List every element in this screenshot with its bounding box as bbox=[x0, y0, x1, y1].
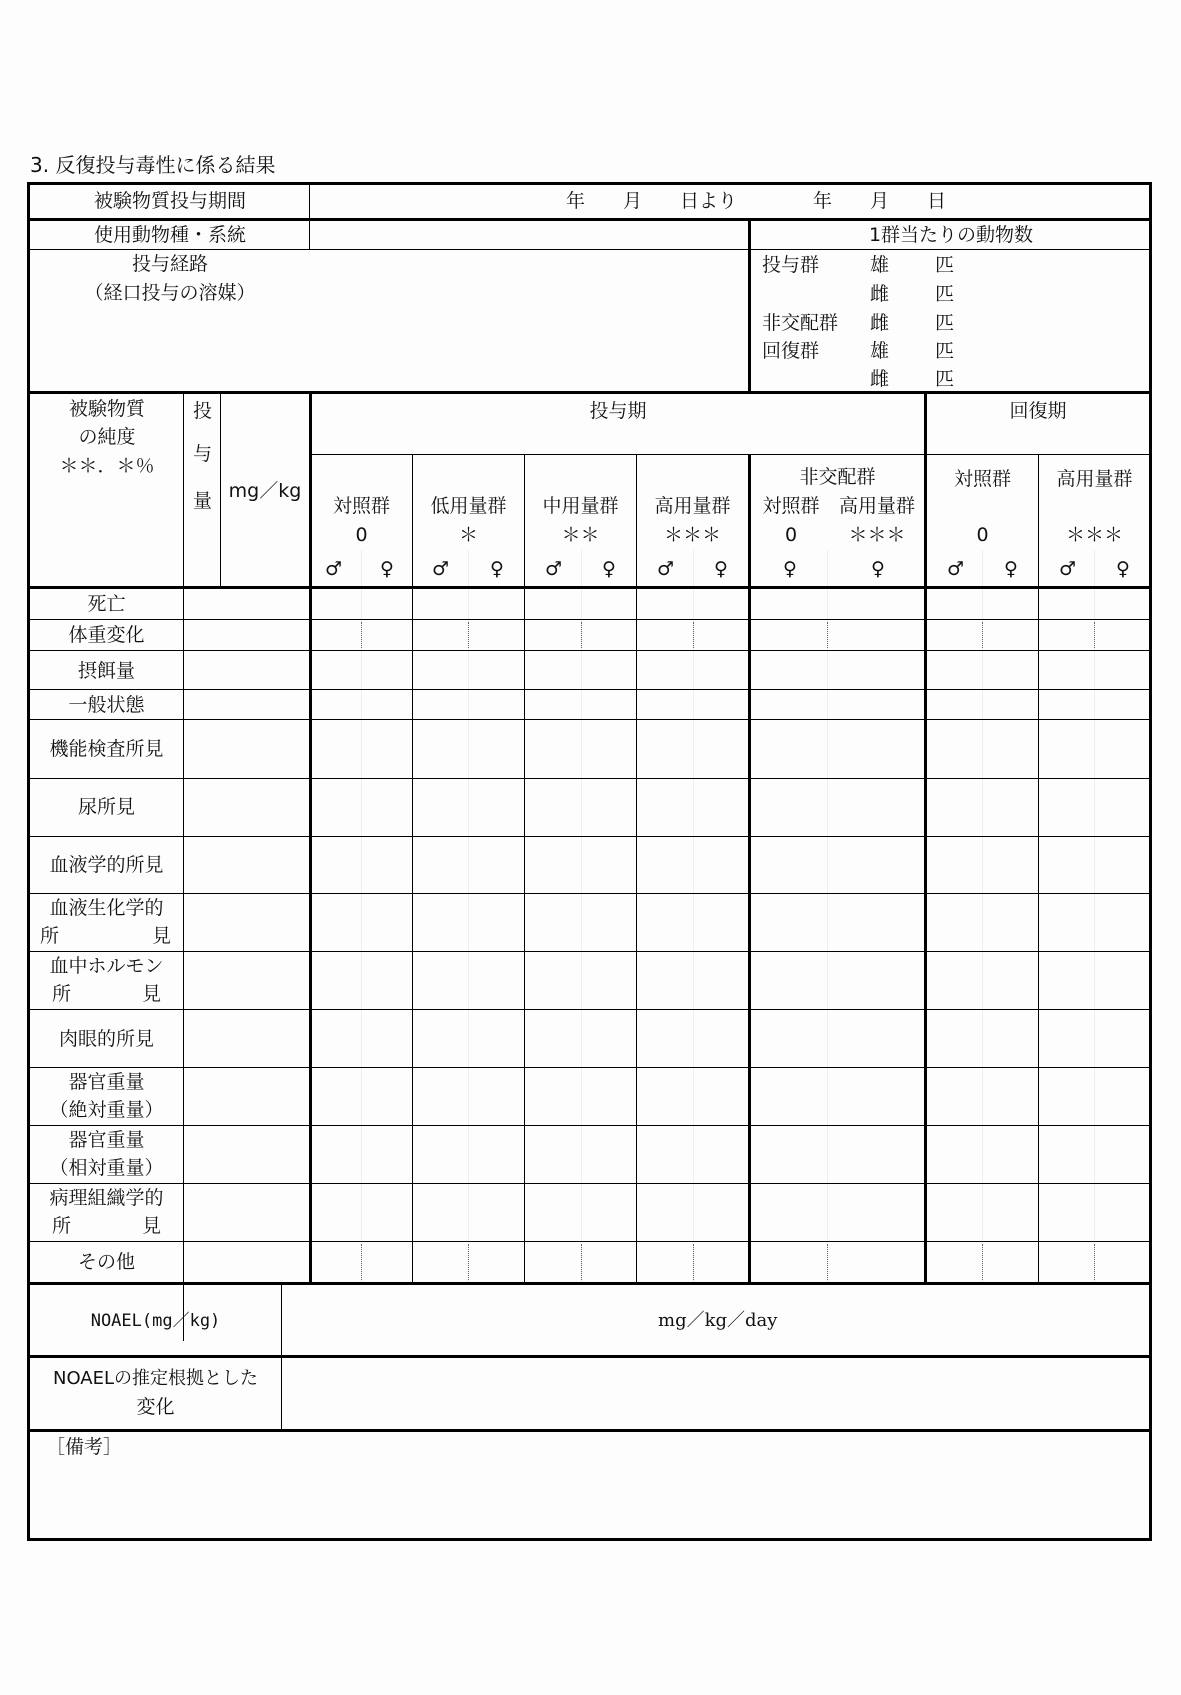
row-label-histopath: 病理組織学的 bbox=[49, 1187, 164, 1209]
divider bbox=[1094, 622, 1095, 648]
male-icon: ♂ bbox=[325, 558, 343, 580]
divider bbox=[524, 455, 525, 1284]
row-label-biochem: 血液生化学的 bbox=[49, 897, 164, 919]
divider bbox=[1038, 455, 1039, 1284]
table-border-top bbox=[27, 182, 1152, 185]
group-dose: 0 bbox=[976, 524, 989, 546]
noael-value[interactable]: mg／kg／day bbox=[658, 1310, 778, 1331]
divider bbox=[361, 550, 362, 1284]
page-title: 3. 反復投与毒性に係る結果 bbox=[30, 153, 276, 177]
table-border-right bbox=[1149, 182, 1152, 1541]
purity-label-line2: の純度 bbox=[78, 426, 136, 448]
noael-basis-label-line1: NOAELの推定根拠とした bbox=[52, 1368, 259, 1389]
recovery-period-label: 回復期 bbox=[1009, 400, 1067, 422]
divider bbox=[581, 622, 582, 648]
group-name: 対照群 bbox=[332, 495, 390, 517]
group-name: 高用量群 bbox=[654, 495, 731, 517]
period-label: 被験物質投与期間 bbox=[93, 190, 246, 212]
row-label-hematology: 血液学的所見 bbox=[49, 854, 164, 876]
divider bbox=[827, 622, 828, 648]
remarks-label: ［備考］ bbox=[46, 1436, 123, 1458]
divider bbox=[220, 393, 221, 588]
divider bbox=[311, 454, 1150, 455]
row-label-histopath-2b: 見 bbox=[142, 1215, 162, 1237]
group-name: 高用量群 bbox=[1056, 468, 1133, 490]
divider bbox=[982, 622, 983, 648]
female-icon: ♀ bbox=[871, 558, 885, 580]
male-icon: ♂ bbox=[947, 558, 965, 580]
group-name: 中用量群 bbox=[542, 495, 619, 517]
divider bbox=[27, 1429, 1152, 1432]
unit-label: mg／kg bbox=[228, 480, 302, 502]
row-label-biochem-2b: 見 bbox=[152, 925, 172, 947]
animals-unit: 匹 bbox=[935, 312, 955, 334]
group-dose: 0 bbox=[784, 524, 798, 546]
group-name: 低用量群 bbox=[430, 495, 507, 517]
row-label-hormone-2a: 所 bbox=[52, 983, 72, 1005]
row-label-body-weight: 体重変化 bbox=[68, 624, 145, 646]
divider bbox=[982, 1244, 983, 1280]
animals-group: 回復群 bbox=[762, 340, 820, 362]
row-label-biochem-2a: 所 bbox=[40, 925, 60, 947]
animals-sex: 雌 bbox=[870, 368, 890, 390]
dose-label-1: 投 bbox=[192, 400, 212, 422]
row-label-other: その他 bbox=[77, 1251, 135, 1273]
divider bbox=[748, 455, 751, 1284]
female-icon: ♀ bbox=[602, 558, 616, 580]
male-icon: ♂ bbox=[545, 558, 563, 580]
divider bbox=[468, 550, 469, 1284]
noael-basis-label-line2: 変化 bbox=[136, 1396, 175, 1418]
divider bbox=[27, 1009, 1152, 1010]
row-label-organ-rel: 器官重量 bbox=[68, 1129, 145, 1151]
row-label-gross: 肉眼的所見 bbox=[58, 1028, 154, 1050]
female-icon: ♀ bbox=[783, 558, 797, 580]
animals-unit: 匹 bbox=[935, 340, 955, 362]
divider bbox=[693, 622, 694, 648]
female-icon: ♀ bbox=[1004, 558, 1018, 580]
period-value[interactable]: 年 月 日より 年 月 日 bbox=[566, 190, 947, 212]
group-dose: ＊＊＊ bbox=[663, 524, 721, 546]
divider bbox=[27, 893, 1152, 894]
divider bbox=[468, 622, 469, 648]
divider bbox=[27, 650, 1152, 651]
animals-sex: 雌 bbox=[870, 283, 890, 305]
divider bbox=[183, 393, 184, 1341]
table-border-bottom bbox=[27, 1538, 1152, 1541]
species-label: 使用動物種・系統 bbox=[93, 224, 246, 246]
remarks-input[interactable] bbox=[30, 1462, 1149, 1537]
group-dose: 0 bbox=[355, 524, 368, 546]
row-label-food: 摂餌量 bbox=[77, 660, 135, 682]
row-label-histopath-2a: 所 bbox=[52, 1215, 72, 1237]
animals-unit: 匹 bbox=[935, 254, 955, 276]
divider bbox=[581, 550, 582, 1284]
divider bbox=[27, 778, 1152, 779]
divider bbox=[27, 619, 1152, 620]
animals-unit: 匹 bbox=[935, 368, 955, 390]
row-label-organ-abs-2: （絶対重量） bbox=[49, 1099, 164, 1121]
divider bbox=[27, 689, 1152, 690]
divider bbox=[27, 1241, 1152, 1242]
noael-basis-input[interactable] bbox=[283, 1358, 1149, 1428]
divider bbox=[361, 1244, 362, 1280]
divider bbox=[27, 586, 1152, 589]
dose-label-2: 与 bbox=[192, 443, 212, 465]
male-icon: ♂ bbox=[657, 558, 675, 580]
divider bbox=[982, 550, 983, 1284]
divider bbox=[827, 550, 828, 1284]
animals-unit: 匹 bbox=[935, 283, 955, 305]
animals-group: 非交配群 bbox=[762, 312, 839, 334]
divider bbox=[27, 1183, 1152, 1184]
divider bbox=[27, 951, 1152, 952]
divider bbox=[27, 1125, 1152, 1126]
female-icon: ♀ bbox=[714, 558, 728, 580]
dosing-period-label: 投与期 bbox=[589, 400, 647, 422]
row-label-urine: 尿所見 bbox=[77, 796, 135, 818]
non-mating-label: 非交配群 bbox=[799, 466, 876, 488]
male-icon: ♂ bbox=[1059, 558, 1077, 580]
dose-label-3: 量 bbox=[192, 490, 212, 512]
row-label-hormone: 血中ホルモン bbox=[49, 955, 164, 977]
animals-sex: 雄 bbox=[870, 340, 890, 362]
animals-group: 投与群 bbox=[762, 254, 820, 276]
group-dose: ＊＊ bbox=[561, 524, 600, 546]
divider bbox=[27, 391, 1152, 394]
divider bbox=[27, 719, 1152, 720]
row-label-death: 死亡 bbox=[87, 593, 126, 615]
row-label-organ-abs: 器官重量 bbox=[68, 1071, 145, 1093]
group-dose: ＊ bbox=[458, 524, 478, 546]
female-icon: ♀ bbox=[380, 558, 394, 580]
purity-value: ＊＊．＊％ bbox=[59, 455, 155, 477]
female-icon: ♀ bbox=[1116, 558, 1130, 580]
divider bbox=[636, 455, 637, 1284]
divider bbox=[1094, 1244, 1095, 1280]
animals-sex: 雄 bbox=[870, 254, 890, 276]
divider bbox=[827, 1244, 828, 1280]
noael-label: NOAEL(mg／kg) bbox=[90, 1311, 221, 1331]
divider bbox=[27, 836, 1152, 837]
divider bbox=[27, 249, 1152, 250]
row-label-hormone-2b: 見 bbox=[142, 983, 162, 1005]
group-dose: ＊＊＊ bbox=[848, 524, 906, 546]
animals-sex: 雌 bbox=[870, 312, 890, 334]
group-name: 高用量群 bbox=[838, 495, 915, 517]
species-input[interactable] bbox=[311, 221, 748, 249]
divider bbox=[361, 622, 362, 648]
divider bbox=[27, 1067, 1152, 1068]
row-label-organ-rel-2: （相対重量） bbox=[49, 1157, 164, 1179]
group-dose: ＊＊＊ bbox=[1065, 524, 1123, 546]
divider bbox=[581, 1244, 582, 1280]
divider bbox=[412, 455, 413, 1284]
divider bbox=[693, 1244, 694, 1280]
divider bbox=[693, 550, 694, 1284]
group-name: 対照群 bbox=[953, 468, 1011, 490]
route-label-line1: 投与経路 bbox=[131, 253, 208, 275]
route-input[interactable] bbox=[311, 251, 748, 391]
animals-header: 1群当たりの動物数 bbox=[868, 224, 1034, 246]
divider bbox=[27, 1282, 1152, 1285]
male-icon: ♂ bbox=[432, 558, 450, 580]
purity-label-line1: 被験物質 bbox=[68, 398, 145, 420]
row-label-clinical: 一般状態 bbox=[68, 694, 145, 716]
row-label-function: 機能検査所見 bbox=[49, 738, 164, 760]
group-name: 対照群 bbox=[762, 495, 820, 517]
divider bbox=[468, 1244, 469, 1280]
female-icon: ♀ bbox=[490, 558, 504, 580]
divider bbox=[1094, 550, 1095, 1284]
route-label-line2: （経口投与の溶媒） bbox=[84, 282, 256, 304]
